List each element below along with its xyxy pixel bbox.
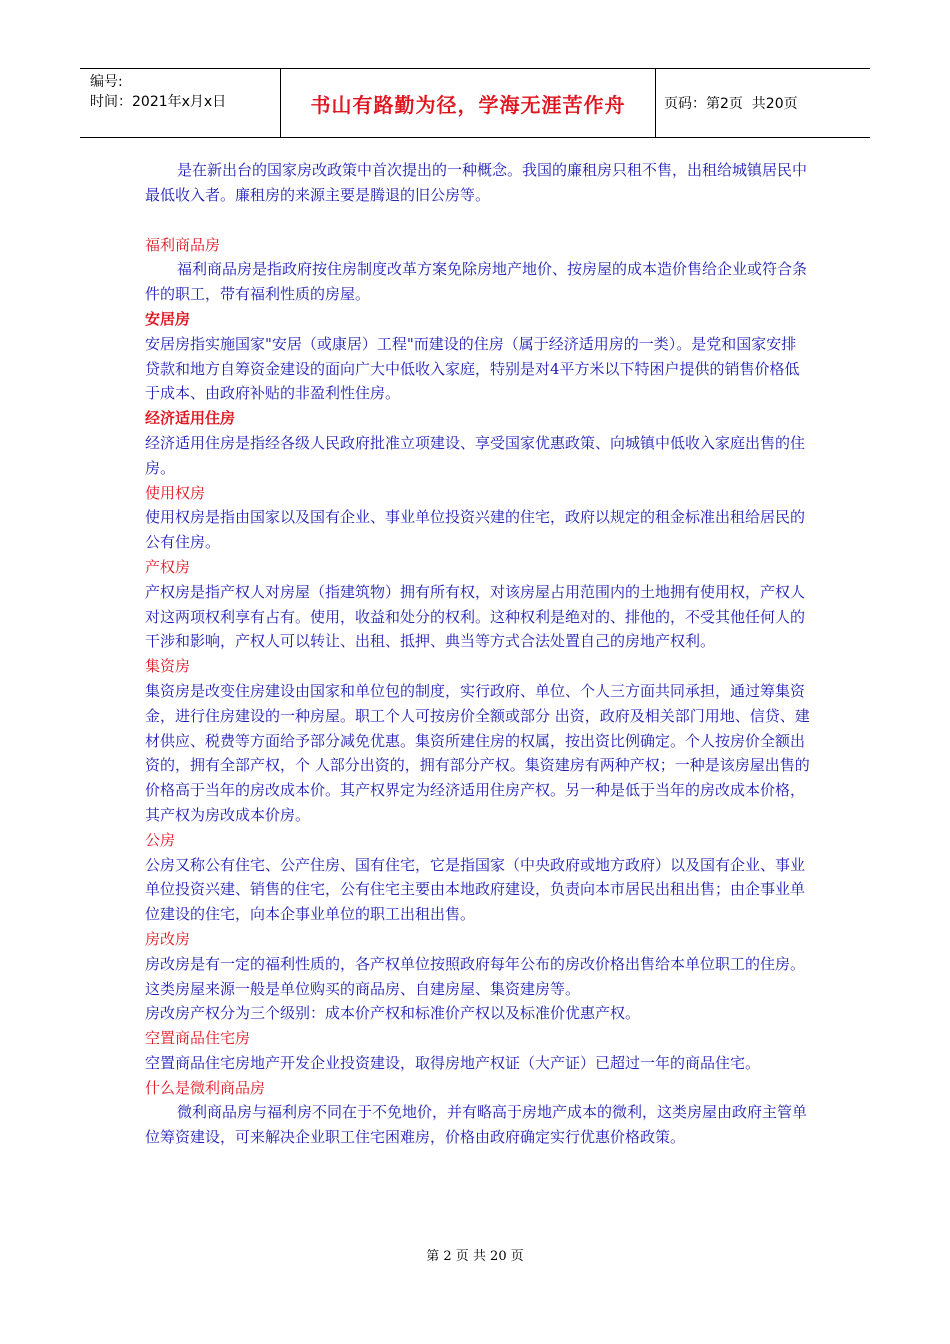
page-header [80,68,870,138]
section-heading: 集资房 [145,657,191,676]
paragraph: 使用权房是指由国家以及国有企业、事业单位投资兴建的住宅，政府以规定的租金标准出租给居民的公有住房。 [145,508,806,552]
paragraph: 房改房产权分为三个级别：成本价产权和标准价产权以及标准价优惠产权。 [145,1004,641,1023]
section-heading: 经济适用住房 [145,409,236,428]
section-heading: 什么是微利商品房 [145,1078,266,1097]
page-footer: 第 2 页 共 20 页 [426,1249,524,1264]
section-heading: 产权房 [145,557,191,576]
header-meta [80,69,281,137]
paragraph: 空置商品住宅房地产开发企业投资建设，取得房地产权证（大产证）已超过一年的商品住宅。 [145,1053,761,1072]
paragraph: 房改房是有一定的福利性质的，各产权单位按照政府每年公布的房改价格出售给本单位职工的住房。这类房屋来源一般是单位购买的商品房、自建房屋、集资建房等。 [145,954,806,998]
header-motto: 书山有路勤为径，学海无涯苦作舟 [281,69,656,137]
number-label: 编号: [90,74,123,90]
section-heading: 安居房 [145,309,191,328]
paragraph: 集资房是改变住房建设由国家和单位包的制度，实行政府、单位、个人三方面共同承担，通过筹集资金，进行住房建设的一种房屋。职工个人可按房价全额或部分 出资，政府及相关部门用地、信贷、建材供应、税费等方面给予部分减免优惠。集资所建住房的权属，按出资比例确定。个人按房价全额出资的，拥有全部产权，个 人部分出资的，拥有部分产权。集资建房有两种产权；一种是该房屋出售的价格高于当年的房改成本价。其产权界定为经济适用住房产权。另一种是低于当年的房改成本价格，其产权为房改成本价房。 [145,681,810,824]
page-label: 页码：第2页 共20页 [664,96,798,112]
spacer [145,208,810,233]
document-body [145,158,810,1150]
section-heading: 空置商品住宅房 [145,1029,251,1048]
section-heading: 房改房 [145,929,191,948]
paragraph: 福利商品房是指政府按住房制度改革方案免除房地产地价、按房屋的成本造价售给企业或符合条件的职工，带有福利性质的房屋。 [145,260,808,304]
time-label: 时间：2021年x月x日 [90,94,227,110]
header-page-info [656,69,870,137]
paragraph: 公房又称公有住宅、公产住房、国有住宅，它是指国家（中央政府或地方政府）以及国有企业、事业单位投资兴建、销售的住宅，公有住宅主要由本地政府建设，负责向本市居民出租出售；由企事业单位建设的住宅，向本企事业单位的职工出租出售。 [145,855,806,924]
paragraph: 经济适用住房是指经各级人民政府批准立项建设、享受国家优惠政策、向城镇中低收入家庭出售的住房。 [145,433,806,477]
section-heading: 福利商品房 [145,235,221,254]
section-heading: 使用权房 [145,483,206,502]
paragraph: 是在新出台的国家房改政策中首次提出的一种概念。我国的廉租房只租不售，出租给城镇居民中最低收入者。廉租房的来源主要是腾退的旧公房等。 [145,161,808,204]
paragraph: 产权房是指产权人对房屋（指建筑物）拥有所有权，对该房屋占用范围内的土地拥有使用权，产权人对这两项权利享有占有。使用，收益和处分的权利。这种权利是绝对的、排他的，不受其他任何人的干涉和影响，产权人可以转让、出租、抵押、典当等方式合法处置自己的房地产权利。 [145,582,806,651]
section-heading: 公房 [145,830,176,849]
paragraph: 微利商品房与福利房不同在于不免地价，并有略高于房地产成本的微利，这类房屋由政府主管单位筹资建设，可来解决企业职工住宅困难房，价格由政府确定实行优惠价格政策。 [145,1103,808,1147]
paragraph: 安居房指实施国家"安居（或康居）工程"而建设的住房（属于经济适用房的一类）。是党和国家安排贷款和地方自筹资金建设的面向广大中低收入家庭，特别是对4平方米以下特困户提供的销售价格低于成本、由政府补贴的非盈利性住房。 [145,334,800,403]
